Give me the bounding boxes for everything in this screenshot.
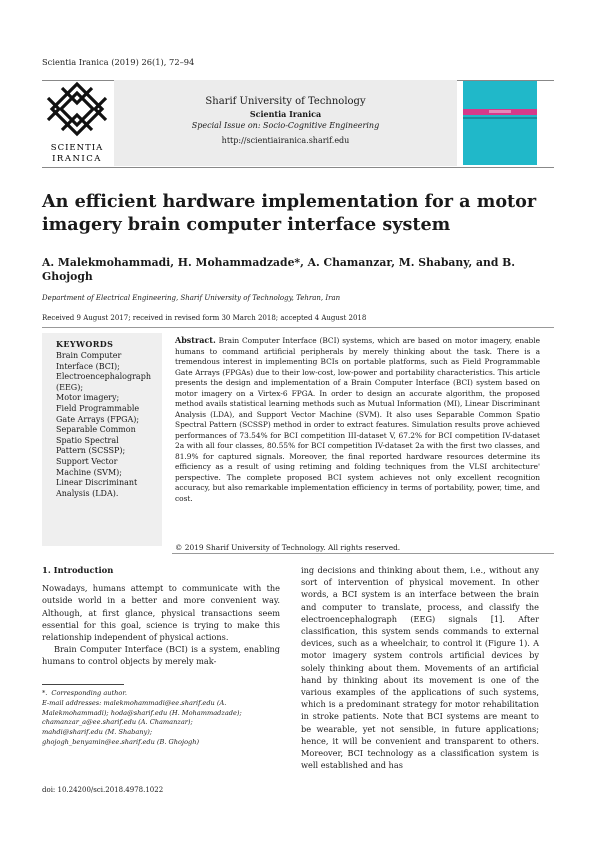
journal-citation: Scientia Iranica (2019) 26(1), 72–94: [42, 57, 195, 67]
paragraph: Nowadays, humans attempt to communicate with the outside world in a better and more convenient way. Although, at first glance, physical transactions seem essential for this goal, science is trying to make this relationship independent of physical actions.: [42, 583, 280, 643]
abstract-label: Abstract.: [175, 335, 216, 345]
footnote-line: Corresponding author.: [51, 689, 127, 697]
journal-cover-image: [463, 81, 537, 165]
divider: [172, 553, 554, 554]
journal-logo: [42, 80, 112, 166]
section-heading: 1. Introduction: [42, 565, 114, 575]
footnote-marker: *.: [42, 689, 48, 697]
doi[interactable]: doi: 10.24200/sci.2018.4978.1022: [42, 786, 164, 794]
header-center-panel: [114, 80, 457, 166]
keyword-line: Separable Common: [56, 425, 136, 435]
footnote-line: mahdi@sharif.edu (M. Shabany);: [42, 728, 153, 737]
scientia-iranica-logo-icon: [42, 80, 112, 166]
cover-line: [463, 117, 537, 119]
footnote-rule: [42, 684, 124, 685]
keyword-line: Linear Discriminant: [56, 478, 138, 488]
keywords-list: [56, 351, 161, 499]
paragraph: ing decisions and thinking about them, i.e., without any sort of intervention of physical movement. In other words, a BCI system is an interface between the brain and computer to translate, process, and classify the electroencephalograph (EEG) signals [1]. After classification, this system sends commands to external devices, such as a wheelchair, to control it (Figure 1). A motor imagery system controls artificial devices by solely thinking about them. Movements of an artificial hand by thinking about its movement is one of the various examples of the applications of such systems, which is a predominant strategy for motor rehabilitation in stroke patients. Note that BCI systems are meant to be wearable, yet not sensible, in future applications; hence, it will be convenient and transparent to others. Moreover, BCI technology as a classification system is well established and has: [301, 565, 539, 771]
keyword-line: Interface (BCI);: [56, 361, 120, 371]
paper-title: An efficient hardware implementation for a motor imagery brain computer interface system: [42, 191, 537, 235]
keyword-line: Spatio Spectral: [56, 435, 119, 445]
affiliation: Department of Electrical Engineering, Sharif University of Technology, Tehran, Iran: [42, 294, 341, 302]
keyword-line: (EEG);: [56, 382, 84, 392]
footnote-line: Malekmohammadi); hoda@sharif.edu (H. Mohammadzade);: [42, 708, 242, 717]
copyright-notice: © 2019 Sharif University of Technology. All rights reserved.: [175, 543, 401, 552]
keyword-line: Motor imagery;: [56, 393, 120, 403]
journal-title: Scientia Iranica: [249, 108, 322, 119]
keyword-line: Pattern (SCSSP);: [56, 446, 126, 456]
paragraph: Brain Computer Interface (BCI) is a system, enabling humans to control objects by merely mak-: [42, 644, 280, 667]
footnote-line: E-mail addresses: malekmohammadi@ee.sharif.edu (A.: [42, 698, 227, 707]
keyword-line: Brain Computer: [56, 351, 122, 360]
footnote-line: ghojogh_benyamin@ee.sharif.edu (B. Ghojogh): [42, 737, 200, 746]
special-issue: Special Issue on: Socio-Cognitive Engineering: [191, 121, 380, 130]
keywords-heading: KEYWORDS: [56, 339, 114, 349]
right-column: [301, 564, 539, 771]
logo-text-line1: SCIENTIA: [50, 143, 104, 153]
footnote: [42, 689, 282, 748]
keyword-line: Machine (SVM);: [56, 467, 122, 477]
university-name: Sharif University of Technology: [205, 96, 366, 107]
left-column: [42, 564, 280, 668]
keyword-line: Electroencephalograph: [56, 372, 151, 382]
footnote-line: chamanzar_a@ee.sharif.edu (A. Chamanzar);: [42, 718, 193, 727]
abstract-text: Brain Computer Interface (BCI) systems, which are based on motor imagery, enable humans to command artificial peripherals by merely thinking about the task. There is a tremendous interest in implementing BCIs on portable platforms, such as Field Programmable Gate Arrays (FPGAs) due to their low-cost, low-power and portability characteristics. This article presents the design and implementation of a Brain Computer Interface (BCI) system based on motor imagery on a Virtex-6 FPGA. In order to design an accurate algorithm, the proposed method avails statistical learning methods such as Mutual Information (MI), Linear Discriminant Analysis (LDA), and Support Vector Machine (SVM). It also uses Separable Common Spatio Spectral Pattern (SCSSP) method in order to extract features. Simulation results prove achieved performances of 73.54% for BCI competition III-dataset V, 67.2% for BCI competition IV-dataset 2a with all four classes, 80.55% for BCI competition IV-dataset 2a with the first two classes, and 81.9% for captured signals. Moreover, the final reported hardware resources determine its efficiency as a result of using retiming and folding techniques from the VLSI architecture' perspective. The complete proposed BCI system achieves not only excellent recognition accuracy, but also remarkable implementation efficiency in terms of portability, power, time, and cost.: [175, 336, 540, 503]
cover-highlight: [489, 110, 511, 113]
keyword-line: Analysis (LDA).: [56, 488, 119, 498]
received-dates: Received 9 August 2017; received in revised form 30 March 2018; accepted 4 August 2018: [42, 314, 367, 322]
keyword-line: Gate Arrays (FPGA);: [56, 414, 140, 424]
logo-text-line2: IRANICA: [52, 154, 102, 164]
divider: [42, 327, 554, 328]
abstract: [175, 335, 540, 504]
author-list: A. Malekmohammadi, H. Mohammadzade*, A. Chamanzar, M. Shabany, and B. Ghojogh: [42, 256, 516, 283]
journal-url[interactable]: http://scientiairanica.sharif.edu: [221, 135, 350, 145]
keyword-line: Support Vector: [56, 456, 118, 466]
keyword-line: Field Programmable: [56, 403, 140, 413]
